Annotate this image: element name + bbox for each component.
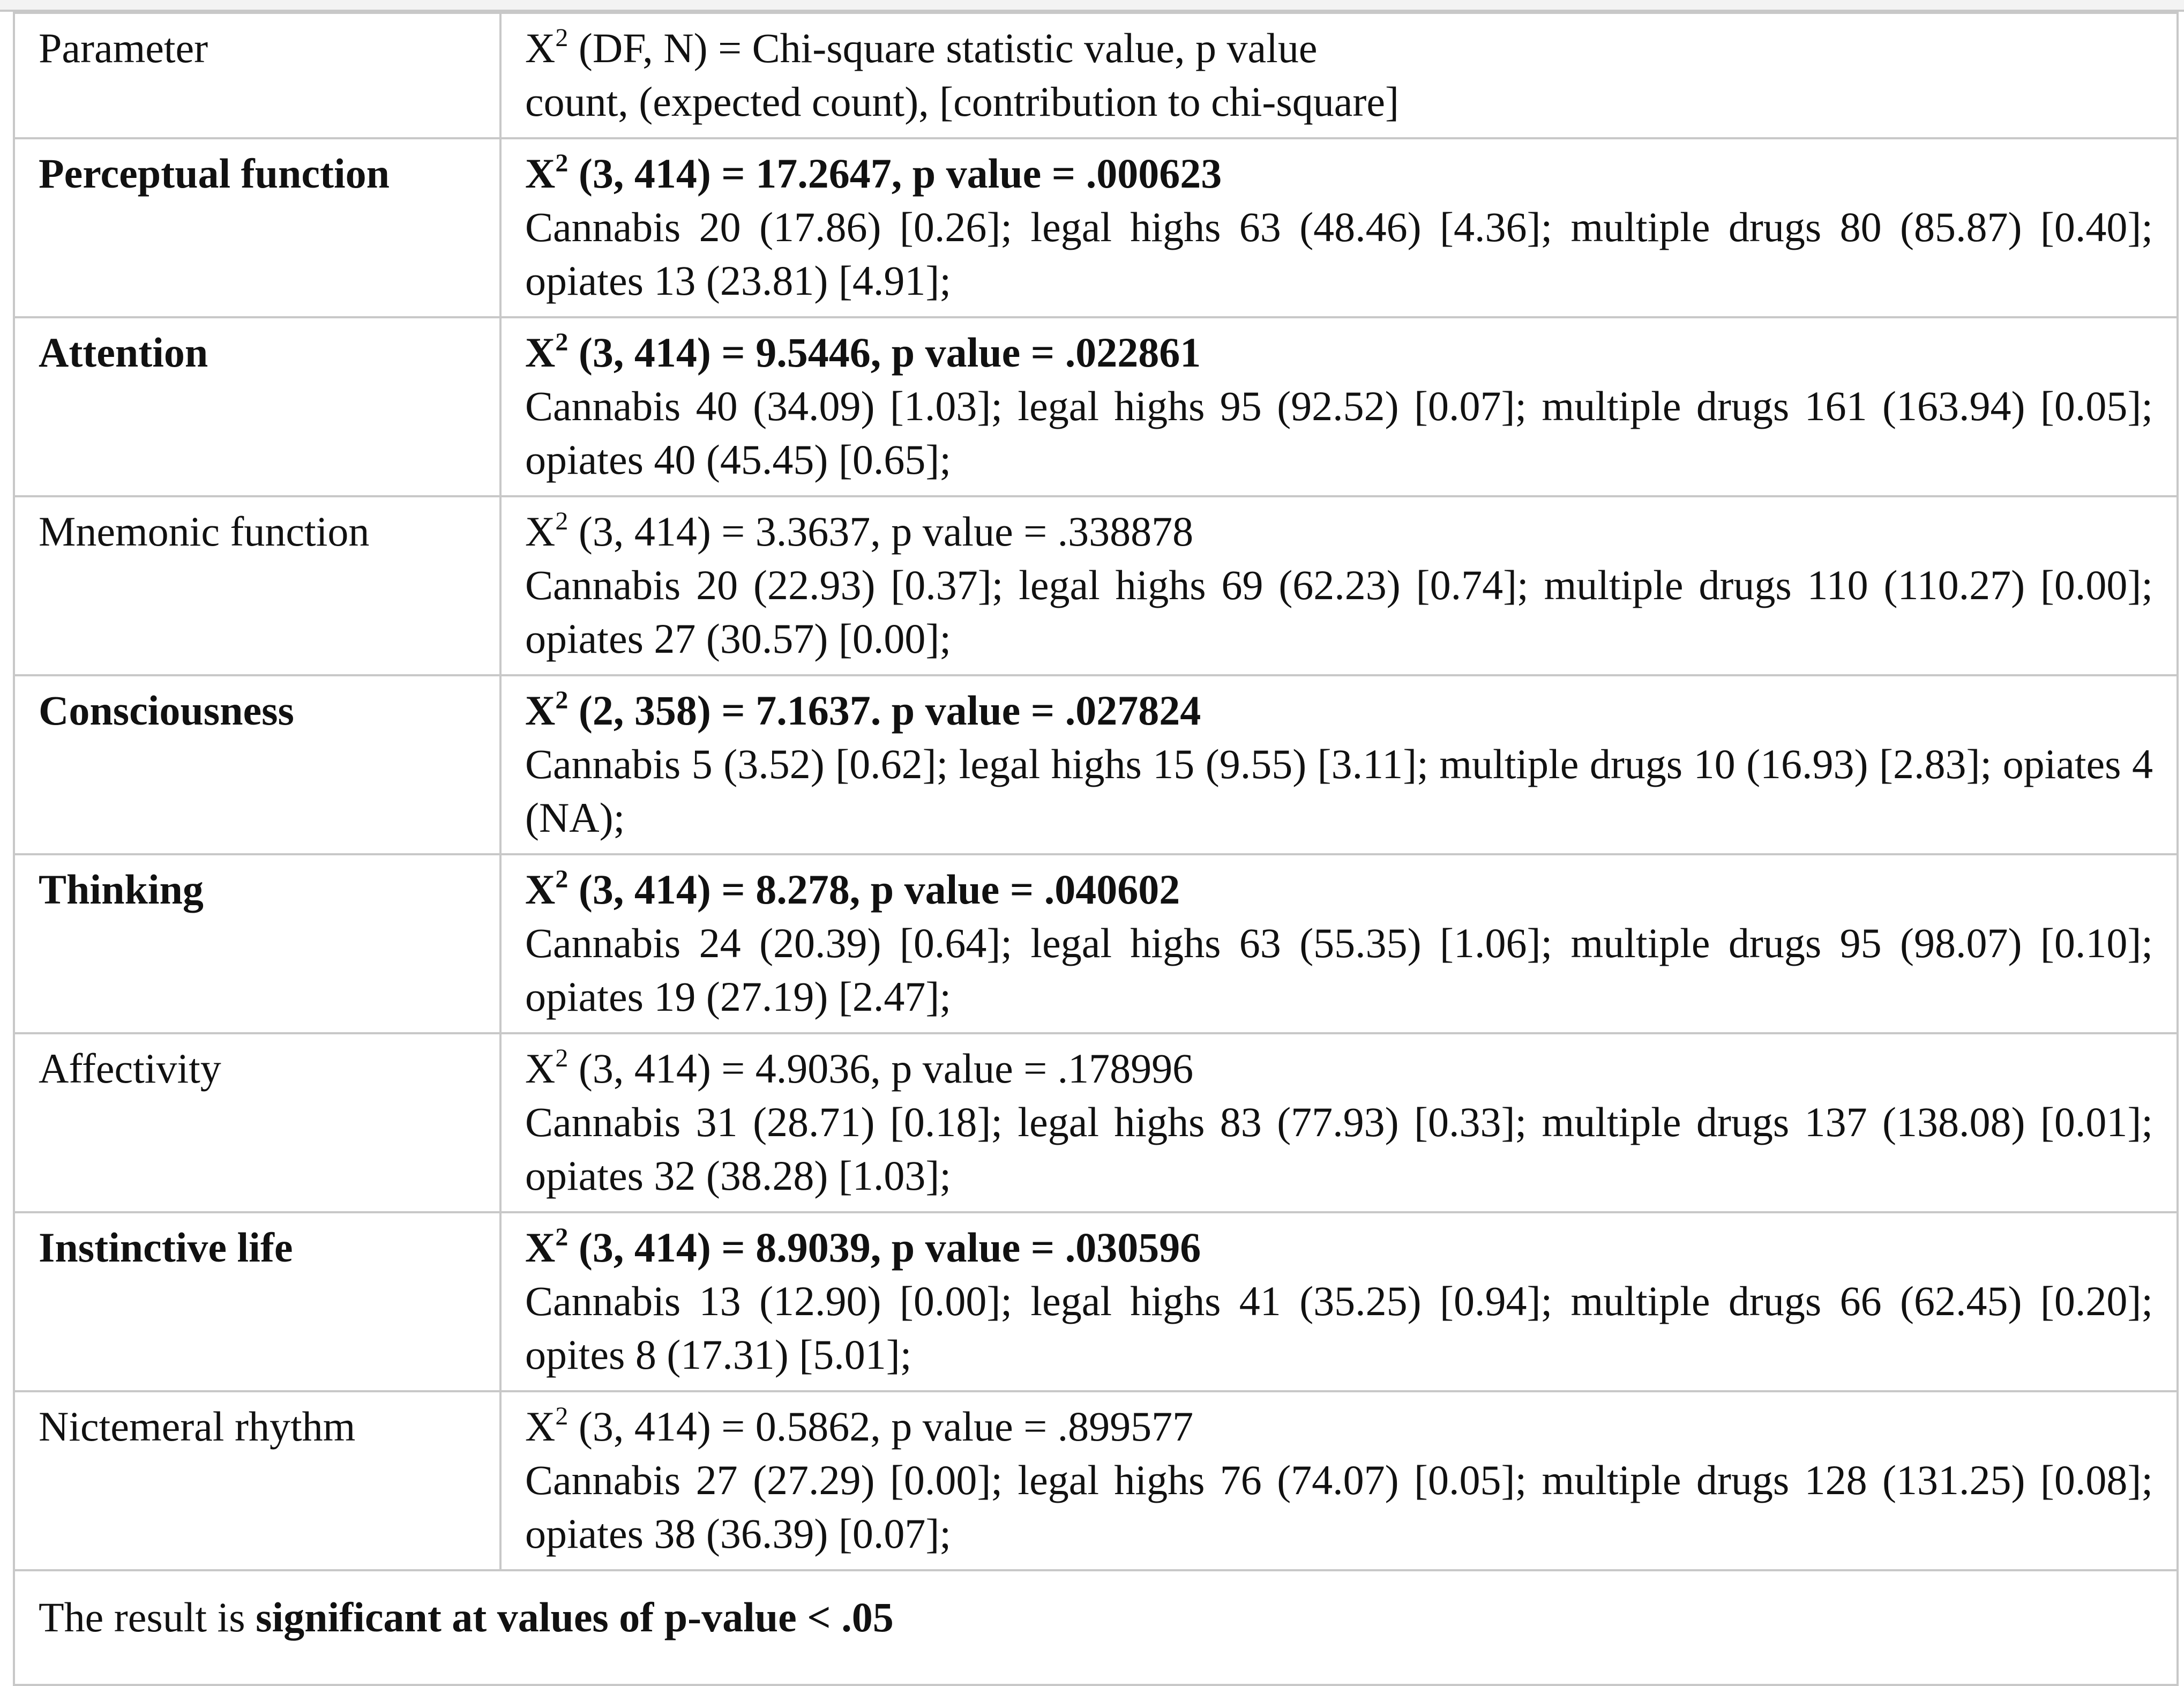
table-row [14,496,2178,675]
value-cell [500,317,2178,496]
table-row [14,675,2178,854]
detail-line: Cannabis 5 (3.52) [0.62]; legal highs 15 (9.55) [3.11]; multiple drugs 10 (16.93) [2.83]; opiates 4 (NA); [525,741,2153,841]
stat-symbol: X [525,508,556,555]
stat-superscript: 2 [555,328,569,356]
stat-superscript: 2 [555,1223,569,1251]
parameter-label: Thinking [39,866,204,913]
value-cell [500,138,2178,317]
stat-symbol: X [525,25,556,71]
value-cell [500,1033,2178,1212]
detail-line: Cannabis 20 (17.86) [0.26]; legal highs 63 (48.46) [4.36]; multiple drugs 80 (85.87) [0.40]; opiates 13 (23.81) [4.91]; [525,204,2153,304]
stat-symbol: X [525,329,556,376]
stat-superscript: 2 [555,1044,569,1072]
stat-line [525,1400,2153,1453]
stat-symbol: X [525,1224,556,1271]
parameter-label: Nictemeral rhythm [39,1403,356,1450]
stat-superscript: 2 [555,686,569,714]
detail-line: Cannabis 13 (12.90) [0.00]; legal highs 41 (35.25) [0.94]; multiple drugs 66 (62.45) [0.20]; opites 8 (17.31) [5.01]; [525,1278,2153,1378]
parameter-label: Consciousness [39,687,294,734]
parameter-cell [14,1391,500,1570]
stat-text: (3, 414) = 4.9036, p value = .178996 [568,1045,1194,1092]
stat-text: (3, 414) = 8.9039, p value = .030596 [568,1224,1201,1271]
table-row [14,1212,2178,1391]
stat-superscript: 2 [555,865,569,893]
stat-superscript: 2 [555,24,569,52]
parameter-cell [14,1033,500,1212]
table-footer-row [14,1570,2178,1685]
detail-line: Cannabis 24 (20.39) [0.64]; legal highs 63 (55.35) [1.06]; multiple drugs 95 (98.07) [0.10]; opiates 19 (27.19) [2.47]; [525,920,2153,1020]
stat-symbol: X [525,150,556,197]
stat-text: (3, 414) = 9.5446, p value = .022861 [568,329,1201,376]
stat-text: (DF, N) = Chi-square statistic value, p value [568,25,1318,71]
value-cell [500,1212,2178,1391]
detail-line: Cannabis 27 (27.29) [0.00]; legal highs 76 (74.07) [0.05]; multiple drugs 128 (131.25) [0.08]; opiates 38 (36.39) [0.07]; [525,1457,2153,1557]
parameter-cell [14,1212,500,1391]
parameter-label: Mnemonic function [39,508,370,555]
value-cell [500,854,2178,1033]
value-cell [500,675,2178,854]
parameter-cell [14,854,500,1033]
header-stat-line [525,21,2153,75]
stat-line [525,326,2153,379]
stat-text: (3, 414) = 17.2647, p value = .000623 [568,150,1222,197]
stat-symbol: X [525,1045,556,1092]
stat-text: (3, 414) = 3.3637, p value = .338878 [568,508,1194,555]
parameter-cell [14,675,500,854]
footer-note-cell [14,1570,2178,1685]
header-value-cell [500,13,2178,138]
parameter-label: Affectivity [39,1045,221,1092]
table-header-row [14,13,2178,138]
table-row [14,138,2178,317]
table-row [14,1033,2178,1212]
header-detail-line: count, (expected count), [contribution to chi-square] [525,78,1399,125]
detail-line: Cannabis 31 (28.71) [0.18]; legal highs 83 (77.93) [0.33]; multiple drugs 137 (138.08) [0.01]; opiates 32 (38.28) [1.03]; [525,1099,2153,1199]
stat-line [525,684,2153,737]
stat-text: (3, 414) = 0.5862, p value = .899577 [568,1403,1194,1450]
parameter-cell [14,317,500,496]
value-cell [500,1391,2178,1570]
table-row [14,854,2178,1033]
parameter-label: Perceptual function [39,150,390,197]
chi-square-results-table [13,12,2179,1686]
table-row [14,1391,2178,1570]
stat-superscript: 2 [555,507,569,535]
stat-symbol: X [525,687,556,734]
stat-text: (2, 358) = 7.1637. p value = .027824 [568,687,1201,734]
parameter-label: Instinctive life [39,1224,293,1271]
parameter-label: Attention [39,329,208,376]
stat-line [525,505,2153,558]
footer-significance-note: significant at values of p-value < .05 [256,1594,894,1640]
parameter-cell [14,496,500,675]
stat-symbol: X [525,1403,556,1450]
parameter-cell [14,138,500,317]
stat-superscript: 2 [555,1402,569,1430]
detail-line: Cannabis 20 (22.93) [0.37]; legal highs 69 (62.23) [0.74]; multiple drugs 110 (110.27) [0.00]; opiates 27 (30.57) [0.00]; [525,562,2153,662]
table-row [14,317,2178,496]
stat-line [525,1221,2153,1274]
value-cell [500,496,2178,675]
stat-superscript: 2 [555,149,569,177]
stat-line [525,863,2153,916]
stat-text: (3, 414) = 8.278, p value = .040602 [568,866,1180,913]
stat-line [525,147,2153,200]
header-parameter-label: Parameter [39,25,208,71]
stat-line [525,1042,2153,1095]
header-parameter-cell [14,13,500,138]
detail-line: Cannabis 40 (34.09) [1.03]; legal highs 95 (92.52) [0.07]; multiple drugs 161 (163.94) [0.05]; opiates 40 (45.45) [0.65]; [525,383,2153,483]
stat-symbol: X [525,866,556,913]
top-border [0,0,2184,12]
footer-note-text: The result is [39,1594,256,1640]
